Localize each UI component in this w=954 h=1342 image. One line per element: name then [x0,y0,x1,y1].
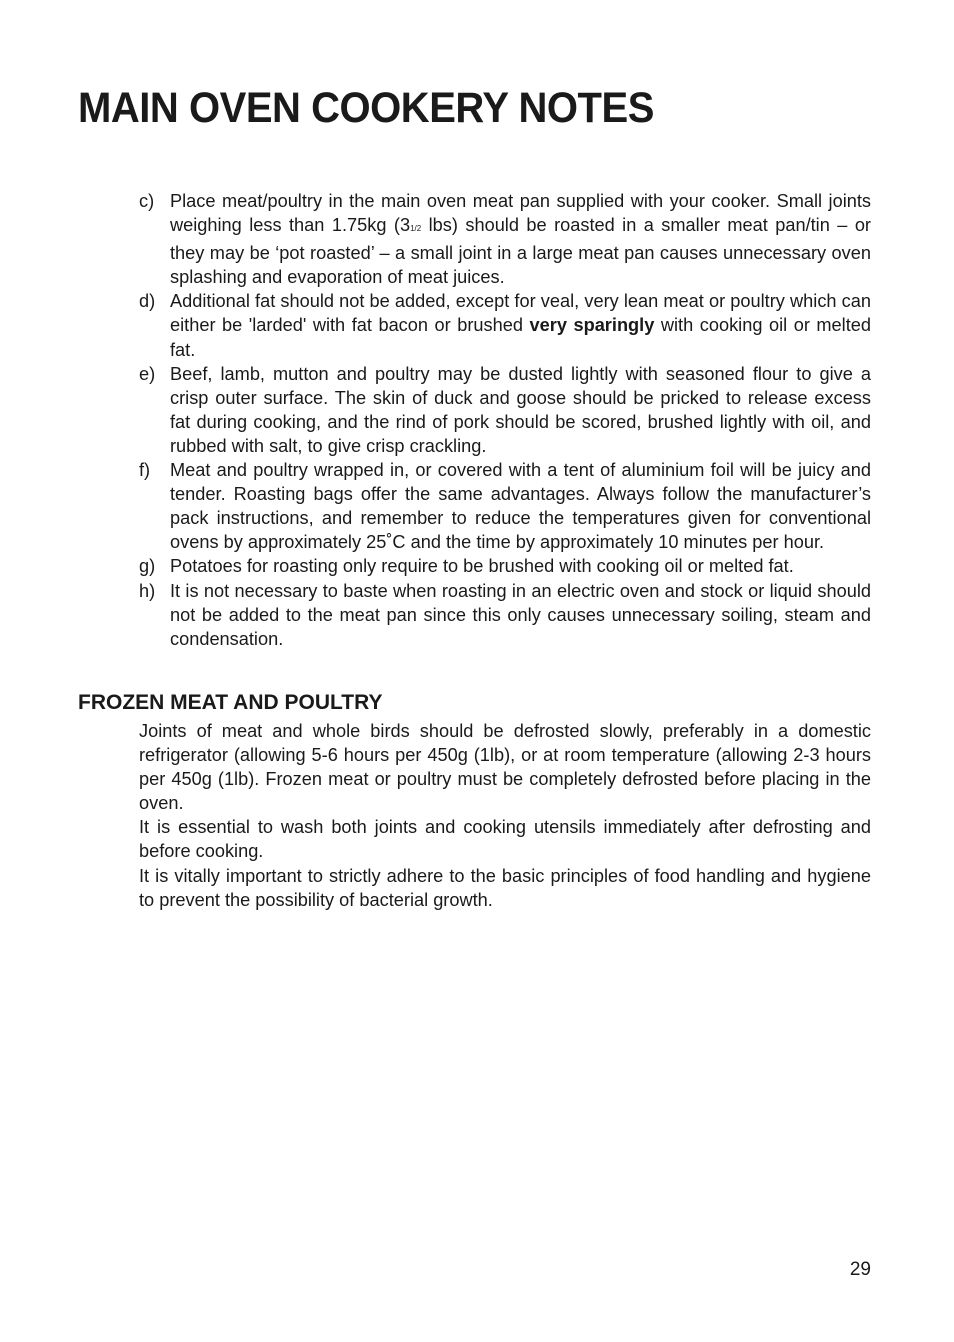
note-text: Meat and poultry wrapped in, or covered with a tent of aluminium foil will be juicy and tender. Roasting bags offer the same advantages. Always follow the manufacturer’s pack instructions, and remember to reduce the temperatures given for conventional ovens by approximately 25˚C and the time by approximately 10 minutes per hour. [170,460,871,553]
note-item-c [139,189,871,289]
page-number: 29 [849,1259,871,1280]
list-marker: d) [139,291,156,312]
note-item-d [139,289,871,361]
list-marker: h) [139,580,156,601]
note-item-f [139,458,871,554]
note-item-e [139,362,871,458]
paragraph: It is essential to wash both joints and cooking utensils immediately after defrosting and before cooking. [139,817,871,862]
note-text: Potatoes for roasting only require to be brushed with cooking oil or melted fat. [170,556,794,577]
paragraph: It is vitally important to strictly adhere to the basic principles of food handling and hygiene to prevent the possibility of bacterial growth. [139,865,871,910]
note-text: Beef, lamb, mutton and poultry may be dusted lightly with seasoned flour to give a crisp outer surface. The skin of duck and goose should be pricked to release excess fat during cooking, and the rind of pork should be scored, brushed lightly with oil, and rubbed with salt, to give crisp crackling. [170,363,871,456]
cookery-notes-list [139,189,871,651]
fraction-half: 1/2 [410,224,422,234]
emphasis-text: very sparingly [529,315,655,336]
list-marker: f) [139,460,151,481]
paragraph: Joints of meat and whole birds should be defrosted slowly, preferably in a domestic refrigerator (allowing 5-6 hours per 450g (1lb), or at room temperature (allowing 2-3 hours per 450g (1lb). Frozen meat or poultry must be completely defrosted before placing in the oven. [139,721,871,814]
note-item-g [139,554,871,578]
note-text: lbs) should be roasted in a smaller meat pan/tin – or they may be ‘pot roasted’ – a small joint in a large meat pan causes unnecessary oven splashing and evaporation of meat juices. [170,215,871,288]
note-item-h [139,579,871,651]
note-text: It is not necessary to baste when roasting in an electric oven and stock or liquid should not be added to the meat pan since this only causes unnecessary soiling, steam and condensation. [170,580,871,649]
list-marker: e) [139,363,156,384]
list-marker: g) [139,556,156,577]
note-text: Additional fat should not be added, except for veal, very lean meat or poultry which can either be 'larded' with fat bacon or brushed [170,291,871,336]
section-heading-frozen: FROZEN MEAT AND POULTRY [78,691,383,714]
frozen-section-body [139,719,871,912]
note-text: with cooking oil or melted fat. [170,315,871,360]
page-title: MAIN OVEN COOKERY NOTES [78,84,654,132]
list-marker: c) [139,191,155,211]
note-text: Place meat/poultry in the main oven meat pan supplied with your cooker. Small joints weighing less than 1.75kg (3 [170,191,871,236]
